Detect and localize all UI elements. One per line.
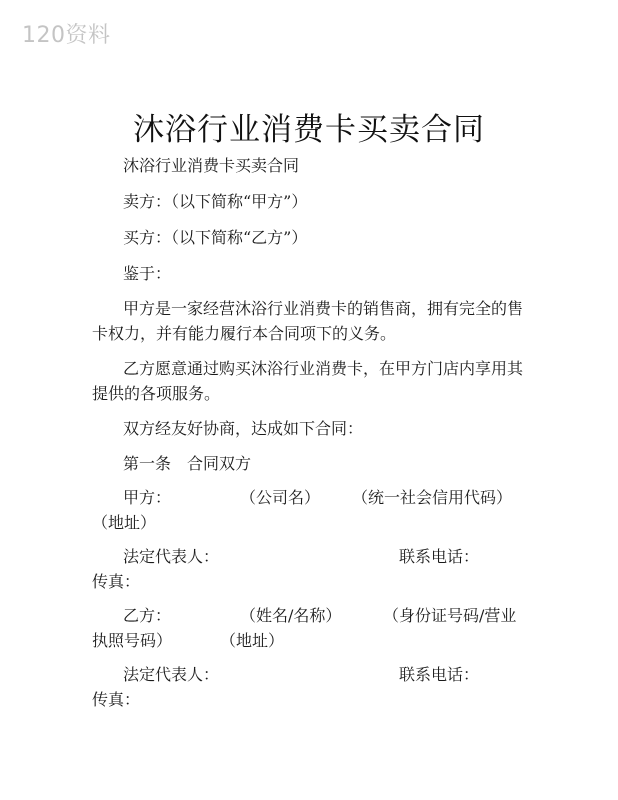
party-a-credit-code: （统一社会信用代码） bbox=[352, 488, 513, 507]
party-a-label: 甲方： bbox=[123, 488, 172, 507]
party-a-company: （公司名） bbox=[240, 488, 321, 507]
subtitle: 沐浴行业消费卡买卖合同 bbox=[123, 156, 300, 175]
party-b-address: （地址） bbox=[220, 631, 285, 650]
whereas-heading: 鉴于： bbox=[123, 264, 172, 283]
party-b-id-no: （身份证号码/营业 bbox=[383, 606, 517, 625]
watermark: 120资料 bbox=[22, 23, 111, 48]
party-a-phone: 联系电话： bbox=[399, 547, 480, 566]
buyer-line: 买方：（以下简称“乙方”） bbox=[123, 228, 308, 247]
document-title: 沐浴行业消费卡买卖合同 bbox=[133, 112, 485, 148]
agreement-line: 双方经友好协商，达成如下合同： bbox=[123, 419, 364, 438]
party-b-label: 乙方： bbox=[123, 606, 172, 625]
para2-line2: 提供的各项服务。 bbox=[92, 384, 221, 403]
party-b-phone: 联系电话： bbox=[399, 665, 480, 684]
party-b-name: （姓名/名称） bbox=[240, 606, 342, 625]
seller-line: 卖方：（以下简称“甲方”） bbox=[123, 192, 308, 211]
party-b-legal-rep: 法定代表人： bbox=[123, 665, 220, 684]
article-1-heading: 第一条 合同双方 bbox=[123, 454, 252, 473]
para1-line2: 卡权力，并有能力履行本合同项下的义务。 bbox=[92, 324, 397, 343]
party-a-address: （地址） bbox=[92, 513, 157, 532]
party-a-legal-rep: 法定代表人： bbox=[123, 547, 220, 566]
party-a-fax: 传真： bbox=[92, 572, 141, 591]
party-b-fax: 传真： bbox=[92, 690, 141, 709]
party-b-id-no-cont: 执照号码） bbox=[92, 631, 173, 650]
para2-line1: 乙方愿意通过购买沐浴行业消费卡，在甲方门店内享用其 bbox=[123, 359, 524, 378]
para1-line1: 甲方是一家经营沐浴行业消费卡的销售商，拥有完全的售 bbox=[123, 299, 524, 318]
